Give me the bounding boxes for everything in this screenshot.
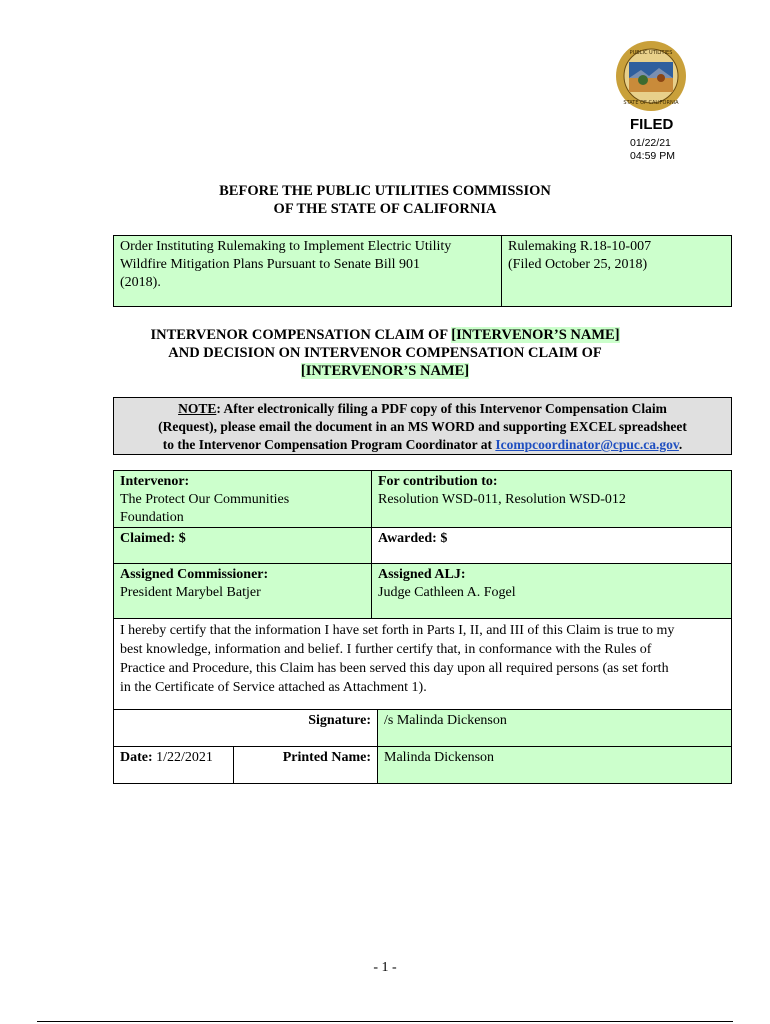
cpuc-seal-logo: [615, 40, 687, 112]
printed-name-value: Malinda Dickenson: [378, 747, 731, 783]
commission-heading: [0, 182, 770, 218]
certification-statement: I hereby certify that the information I have set forth in Parts I, II, and III of this Claim is true to my best knowledge, information and belief. I further certify that, in conformance with the Rules of Practice and Procedure, this Claim has been served this day upon all required persons (as set forth in the Certificate of Service attached as Attachment 1).: [114, 619, 731, 709]
proceeding-number: Rulemaking R.18-10-007 (Filed October 25, 2018): [508, 239, 652, 272]
note-label: NOTE: [178, 401, 217, 416]
intervenor-cell: Intervenor: The Protect Our Communities Foundation: [114, 471, 372, 527]
email-note: NOTE: After electronically filing a PDF copy of this Intervenor Compensation Claim (Request), please email the document in an MS WORD and supporting EXCEL spreadsheet to the Intervenor Compensation Program Coordinator at Icompcoordinator@cpuc.ca.gov.: [113, 397, 732, 455]
table-row: [114, 746, 731, 783]
contribution-cell: For contribution to: Resolution WSD-011, Resolution WSD-012: [372, 471, 731, 527]
table-row: [114, 471, 731, 527]
intervenor-name-placeholder: [INTERVENOR’S NAME]: [300, 363, 470, 379]
proceeding-description: Order Instituting Rulemaking to Implement Electric Utility Wildfire Mitigation Plans Pursuant to Senate Bill 901 (2018).: [114, 236, 502, 306]
filed-label: FILED: [630, 116, 674, 133]
proceeding-caption: [113, 235, 732, 307]
intervenor-name-placeholder: [INTERVENOR’S NAME]: [451, 327, 620, 343]
heading-line2: OF THE STATE OF CALIFORNIA: [273, 201, 497, 217]
page-number: - 1 -: [373, 960, 397, 975]
commissioner-cell: Assigned Commissioner: President Marybel Batjer: [114, 564, 372, 618]
alj-cell: Assigned ALJ: Judge Cathleen A. Fogel: [372, 564, 731, 618]
claimed-amount-cell: Claimed: $: [114, 528, 372, 563]
table-row: [114, 709, 731, 746]
coordinator-email-link[interactable]: Icompcoordinator@cpuc.ca.gov: [495, 437, 679, 452]
svg-text:PUBLIC UTILITIES: PUBLIC UTILITIES: [629, 50, 673, 56]
claim-table: [113, 470, 732, 784]
heading-line1: BEFORE THE PUBLIC UTILITIES COMMISSION: [219, 183, 551, 199]
signature-label: Signature:: [114, 710, 378, 746]
svg-text:STATE OF CALIFORNIA: STATE OF CALIFORNIA: [623, 100, 679, 106]
printed-name-label: Printed Name:: [234, 747, 378, 783]
table-row: [114, 563, 731, 618]
filed-stamp: [630, 116, 675, 163]
signature-value: /s Malinda Dickenson: [378, 710, 731, 746]
table-row: [114, 527, 731, 563]
filed-date: 01/22/21: [630, 137, 671, 149]
date-cell: Date: 1/22/2021: [114, 747, 234, 783]
table-row: [114, 618, 731, 709]
awarded-amount-cell: Awarded: $: [372, 528, 731, 563]
filed-time: 04:59 PM: [630, 150, 675, 162]
footer-divider: [37, 1021, 733, 1022]
document-title: INTERVENOR COMPENSATION CLAIM OF [INTERVENOR’S NAME] AND DECISION ON INTERVENOR COMPENSATION CLAIM OF [INTERVENOR’S NAME]: [150, 327, 620, 379]
